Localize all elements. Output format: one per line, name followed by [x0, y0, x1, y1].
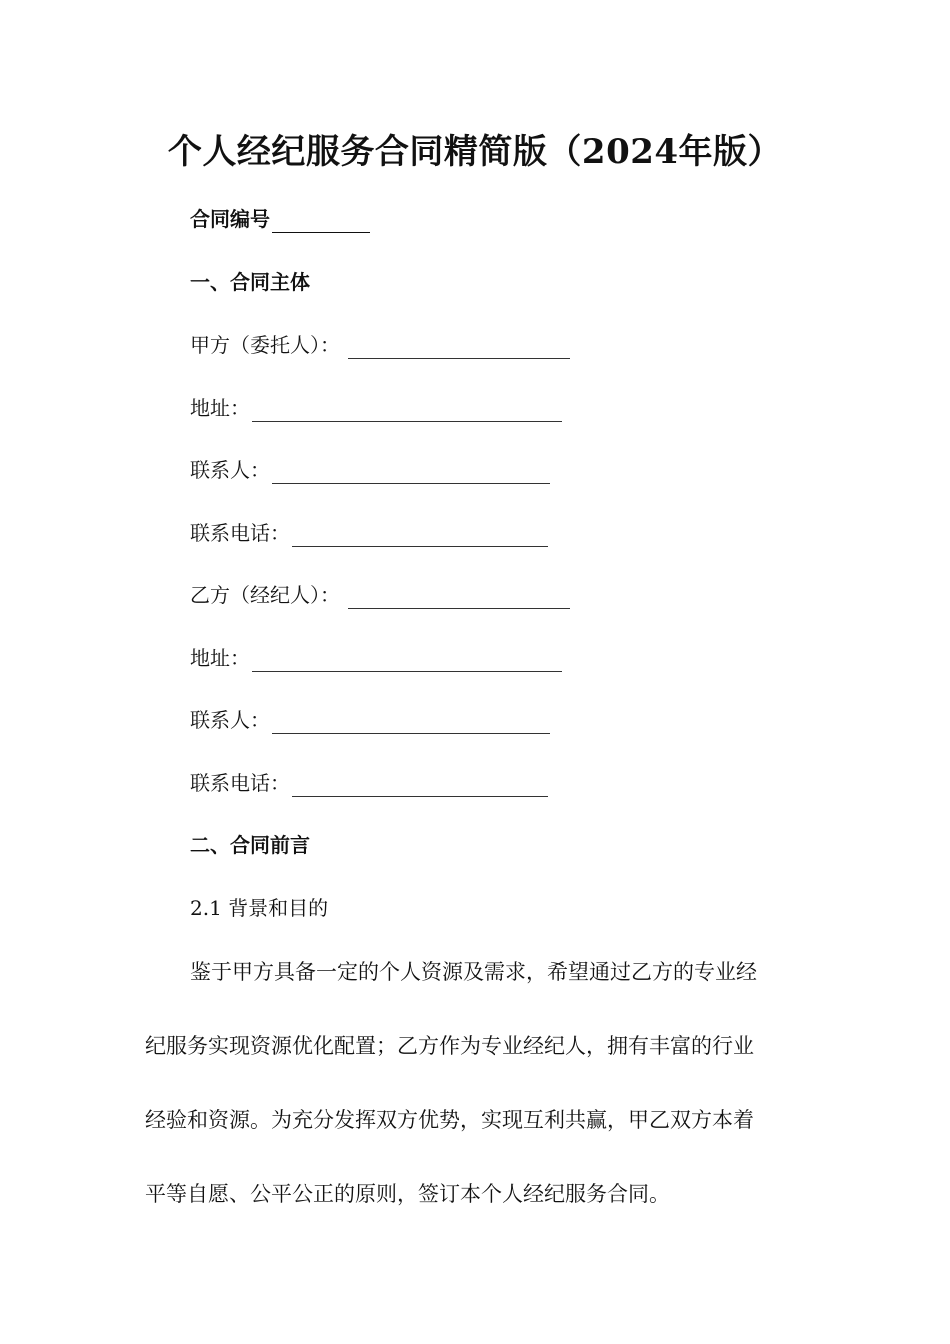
- paragraph-line-2: 纪服务实现资源优化配置；乙方作为专业经纪人，拥有丰富的行业: [145, 1034, 754, 1058]
- party-a-phone-label: 联系电话：: [190, 521, 290, 545]
- paragraph-line-4: 平等自愿、公平公正的原则，签订本个人经纪服务合同。: [145, 1182, 670, 1206]
- party-b-contact-row: [190, 706, 550, 734]
- section1-heading: 一、合同主体: [190, 270, 310, 294]
- party-a-address-row: [190, 394, 562, 422]
- party-b-contact-label: 联系人：: [190, 708, 270, 732]
- contract-number-blank[interactable]: [272, 210, 370, 233]
- party-a-contact-label: 联系人：: [190, 458, 270, 482]
- paragraph-line-1: 鉴于甲方具备一定的个人资源及需求，希望通过乙方的专业经: [190, 960, 757, 984]
- party-b-label: 乙方（经纪人）：: [190, 583, 340, 607]
- contract-number-row: [190, 205, 370, 233]
- party-b-phone-label: 联系电话：: [190, 771, 290, 795]
- party-b-contact-blank[interactable]: [272, 711, 550, 734]
- section2-heading: 二、合同前言: [190, 833, 310, 857]
- party-b-phone-row: [190, 769, 548, 797]
- party-a-contact-row: [190, 456, 550, 484]
- party-a-address-blank[interactable]: [252, 399, 562, 422]
- party-b-row: [190, 581, 570, 609]
- party-a-contact-blank[interactable]: [272, 461, 550, 484]
- party-a-phone-row: [190, 519, 548, 547]
- party-a-row: [190, 331, 570, 359]
- subsection-2-1-heading: 2.1 背景和目的: [190, 896, 329, 920]
- party-a-blank[interactable]: [348, 336, 570, 359]
- party-b-address-label: 地址：: [190, 646, 250, 670]
- party-a-address-label: 地址：: [190, 396, 250, 420]
- party-b-blank[interactable]: [348, 586, 570, 609]
- document-title: 个人经纪服务合同精简版（2024年版）: [167, 132, 783, 172]
- party-b-phone-blank[interactable]: [292, 774, 548, 797]
- party-a-phone-blank[interactable]: [292, 524, 548, 547]
- party-b-address-row: [190, 644, 562, 672]
- contract-number-label: 合同编号: [190, 207, 270, 231]
- party-b-address-blank[interactable]: [252, 649, 562, 672]
- party-a-label: 甲方（委托人）：: [190, 333, 340, 357]
- paragraph-line-3: 经验和资源。为充分发挥双方优势，实现互利共赢，甲乙双方本着: [145, 1108, 754, 1132]
